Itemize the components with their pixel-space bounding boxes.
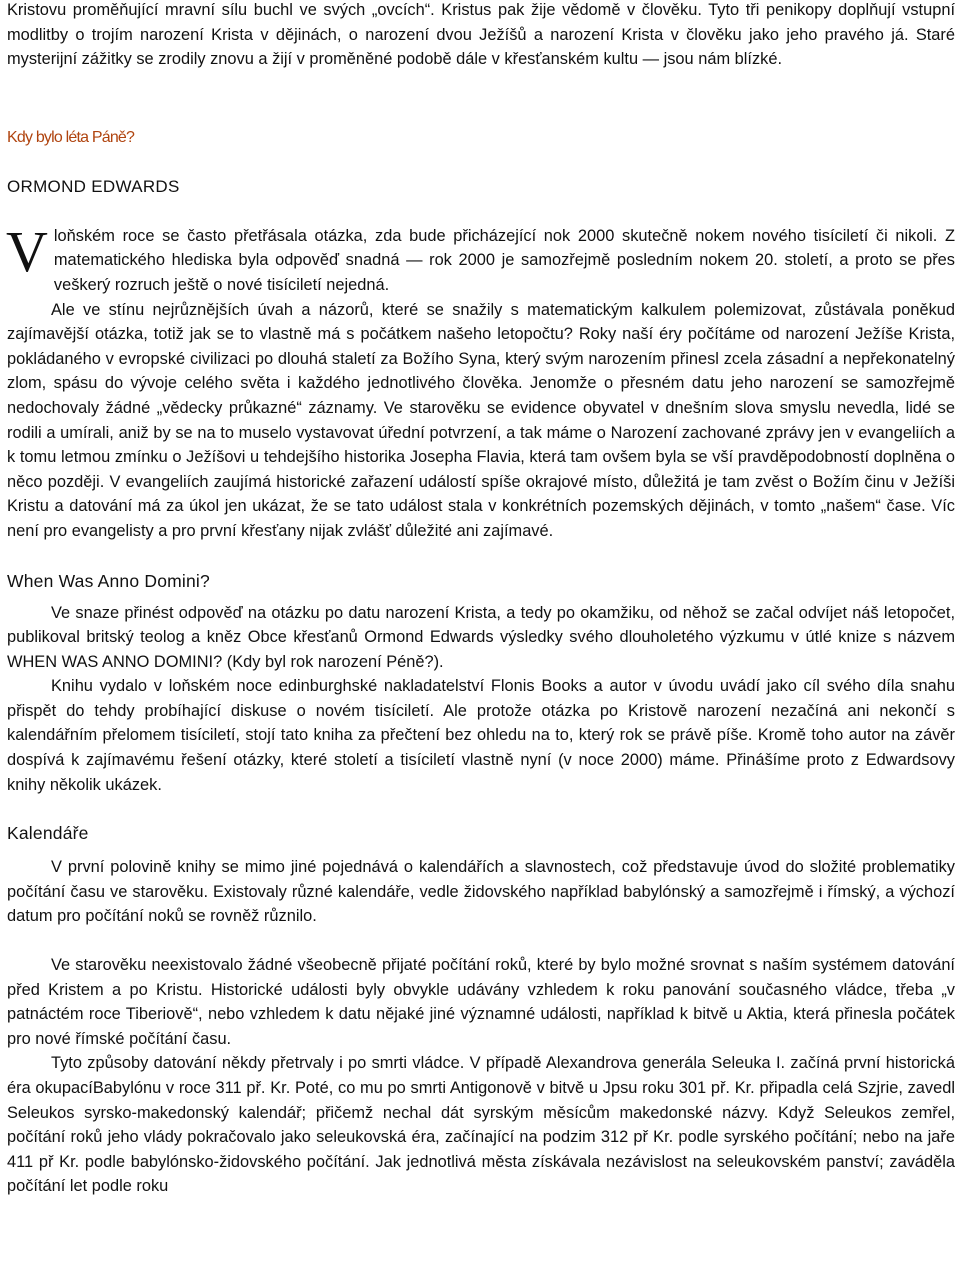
author-name: ORMOND EDWARDS <box>7 176 180 196</box>
article-page <box>7 0 955 1199</box>
body-paragraph-6: Tyto způsoby datování někdy přetrvaly i po smrti vládce. V případě Alexandrova generála Seleuka I. začíná první historická éra okupacíBabylónu v roce 311 př. Kr. Poté, co mu po smrti Antigonově v bitvě u Jpsu roku 301 př. Kr. připadla celá Szjrie, zavedl Seleukos syrsko-makedonský kalendář; přičemž nechal dát syrským měsícům makedonské názvy. Když Seleukos zemřel, počítání roků jeho vlády pokračovalo jako seleukovská éra, začínající na podzim 312 př Kr. podle syrského počítání; nebo na jaře 411 př Kr. podle babylónsko-židovského počítání. Jak jednotlivá města získávala nezávislost na seleukovském panství; zaváděla počítání let podle roku <box>7 1054 955 1196</box>
article-title: Kdy bylo léta Páně? <box>7 128 135 146</box>
body-paragraph-5: Ve starověku neexistovalo žádné všeobecně přijaté počítání roků, které by bylo možné srovnat s naším systémem datování před Kristem a po Kristu. Historické události byly obvykle udávány vzhledem k roku panování současného vládce, třeba „v patnáctém roce Tiberiově“, nebo vzhledem k datu nějaké jiné významné události, například k bitvě u Aktia, která přinesla počátek pro nové římské počítání času. <box>7 956 955 1048</box>
lead-text: loňském roce se často přetřásala otázka, zda bude přicházející nok 2000 skutečně nokem nového tisíciletí či nikoli. Z matematického hlediska byla odpověď snadná — rok 2000 je samozřejmě posledním nokem 20. století, a proto se přes veškerý rozruch ještě o nové tisíciletí nejedná. <box>53 226 955 294</box>
body-paragraph-4: V první polovině knihy se mimo jiné pojednává o kalendářích a slavnostech, což představuje úvod do složité problematiky počítání času ve starověku. Existovaly různé kalendáře, vedle židovského například babylónský a samozřejmě i římský, a výchozí datum pro počítání noků se rovněž různilo. <box>7 858 955 926</box>
body-paragraph-2: Ve snaze přinést odpověď na otázku po datu narození Krista, a tedy po okamžiku, od něhož se začal odvíjet náš letopočet, publikoval britský teolog a kněz Obce křesťanů Ormond Edwards výsledky svého dlouholetého výzkumu v útlé knize s názvem WHEN WAS ANNO DOMINI? (Kdy byl rok narození Péně?). <box>7 603 955 671</box>
drop-cap: V <box>6 218 48 284</box>
section-heading-when: When Was Anno Domini? <box>7 570 210 591</box>
lead-paragraph <box>6 218 955 298</box>
body-paragraph-1: Ale ve stínu nejrůznějších úvah a názorů, které se snažily s matematickým kalkulem polemizovat, zůstávala poněkud zajímavější otázka, totiž jak se to vlastně má s počátkem našeho letopočtu? Roky naší éry počítáme od narození Ježíše Krista, pokládaného v evropské civilizaci po dlouhá staletí za Božího Syna, který svým narozením přinesl zcela zásadní a nepřekonatelný zlom, spásu do vývoje celého světa i každého jednotlivého člověka. Jenomže o přesném datu jeho narození se samozřejmě nedochovaly žádné „vědecky průkazné“ záznamy. Ve starověku se evidence obyvatel v dnešním slova smyslu nevedla, lidé se rodili a umírali, aniž by se na to muselo vystavovat úřední potvrzení, a tak máme o Narození zachované zprávy jen v evangeliích a k tomu letmou zmínku o Ježíšovi u tehdejšího historika Josepha Flavia, která tam ovšem byla se vší pravděpodobností doplněna o něco později. V evangeliích zaujímá historické zařazení událostí spíše okrajové místo, důležitá je tam zvěst o Božím činu v Ježíši Kristu a datování má za úkol jen ukázat, že se tato událost stala v konkrétních pozemských dějinách, v tomto „našem“ čase. Víc není pro evangelisty a pro první křesťany nijak zvlášť důležité ani zajímavé. <box>7 300 955 540</box>
body-paragraph-3: Knihu vydalo v loňském noce edinburghské nakladatelství Flonis Books a autor v úvodu uvádí jako cíl svého díla snahu přispět do tehdy probíhající diskuse o novém tisíciletí. Ale protože otázka po Kristově narození nezačíná ani nekončí s kalendářním přelomem tisíciletí, stojí tato kniha za přečtení bez ohledu na to, který rok se právě píše. Kromě toho autor na závěr dospívá k zajímavému řešení otázky, které století a tisíciletí vlastně nyní (v noce 2000) máme. Přinášíme proto z Edwardsovy knihy několik ukázek. <box>7 677 955 794</box>
intro-paragraph: Kristovu proměňující mravní sílu buchl ve svých „ovcích“. Kristus pak žije vědomě v člověku. Tyto tři penikopy doplňují vstupní modlitby o trojím narození Krista v dějinách, o narození dvou Ježíšů a narození Krista v člověku jako jeho pravého já. Staré mysterijní zážitky se zrodily znovu a žijí v proměněné podobě dále v křesťanském kultu — jsou nám blízké. <box>7 1 955 69</box>
section-heading-kalendare: Kalendáře <box>7 823 89 844</box>
